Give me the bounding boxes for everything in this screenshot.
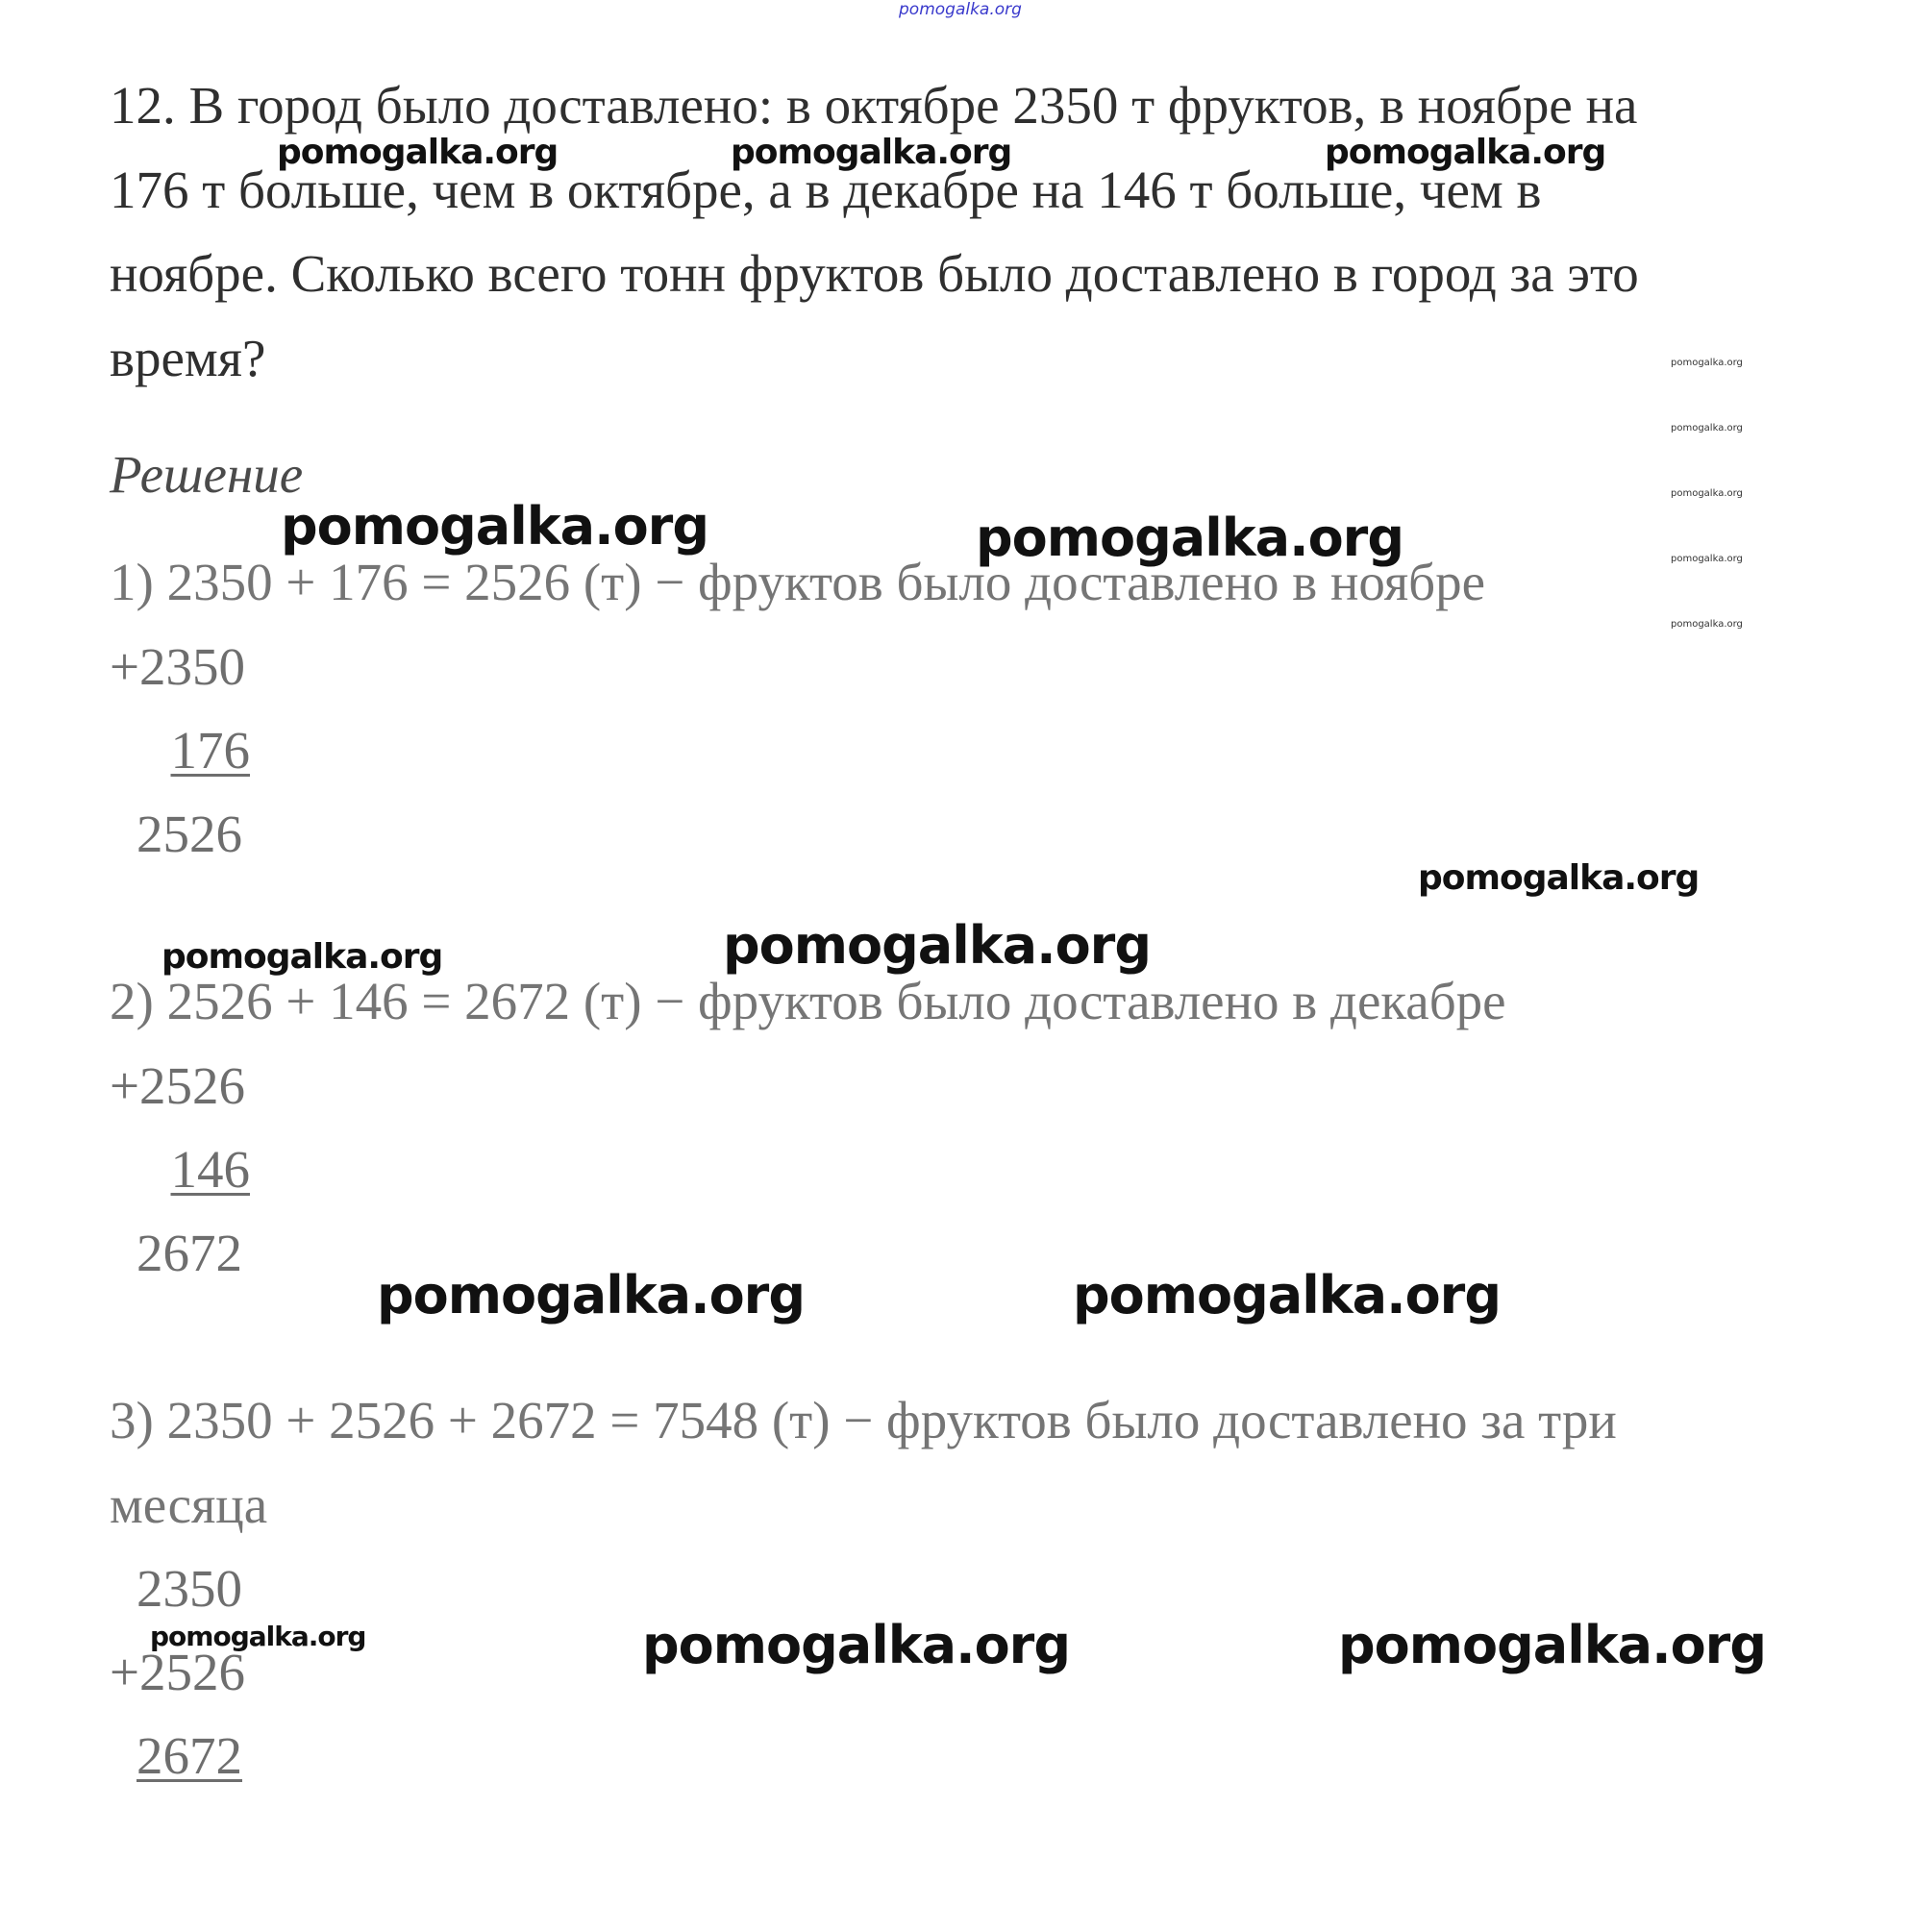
step-1-result: 2526 — [137, 805, 242, 863]
watermark: pomogalka.org — [1338, 1615, 1766, 1675]
watermark: pomogalka.org — [723, 915, 1151, 976]
step-3-addend-1: 2350 — [137, 1559, 242, 1618]
step-1-addend-1: +2350 — [110, 637, 246, 696]
watermark: pomogalka.org — [1418, 858, 1700, 898]
watermark-top: pomogalka.org — [899, 0, 1022, 19]
watermark-small: pomogalka.org — [1671, 358, 1743, 368]
step-3-equation-line-1: 3) 2350 + 2526 + 2672 = 7548 (т) − фруктов было доставлено за три — [110, 1391, 1617, 1449]
step-3-addend-2: +2526 — [110, 1643, 246, 1701]
step-2-addend-2: 146 — [170, 1140, 250, 1199]
step-3-equation-line-2: месяца — [110, 1475, 268, 1534]
step-2-addend-1: +2526 — [110, 1056, 246, 1115]
step-3-addend-3: 2672 — [137, 1726, 242, 1785]
problem-line-3: ноябре. Сколько всего тонн фруктов было доставлено в город за это — [110, 244, 1639, 303]
watermark: pomogalka.org — [1325, 133, 1606, 172]
solution-heading: Решение — [110, 445, 304, 504]
step-1-addend-2: 176 — [170, 721, 250, 780]
step-2-result: 2672 — [137, 1224, 242, 1282]
watermark: pomogalka.org — [377, 1265, 805, 1325]
watermark-small: pomogalka.org — [1671, 619, 1743, 630]
watermark-small: pomogalka.org — [1671, 488, 1743, 499]
step-1-equation: 1) 2350 + 176 = 2526 (т) − фруктов было доставлено в ноябре — [110, 553, 1486, 611]
problem-line-2: 176 т больше, чем в октябре, а в декабре на 146 т больше, чем в — [110, 161, 1542, 219]
watermark: pomogalka.org — [731, 133, 1012, 172]
watermark: pomogalka.org — [976, 508, 1403, 568]
watermark-small: pomogalka.org — [1671, 554, 1743, 564]
watermark: pomogalka.org — [642, 1615, 1070, 1675]
watermark: pomogalka.org — [277, 133, 559, 172]
watermark: pomogalka.org — [150, 1621, 366, 1652]
problem-line-4: время? — [110, 329, 266, 387]
watermark-small: pomogalka.org — [1671, 423, 1743, 433]
problem-line-1: 12. В город было доставлено: в октябре 2350 т фруктов, в ноябре на — [110, 76, 1638, 135]
watermark: pomogalka.org — [1073, 1265, 1501, 1325]
watermark: pomogalka.org — [161, 937, 443, 977]
step-2-equation: 2) 2526 + 146 = 2672 (т) − фруктов было доставлено в декабре — [110, 972, 1506, 1030]
watermark: pomogalka.org — [281, 496, 708, 557]
